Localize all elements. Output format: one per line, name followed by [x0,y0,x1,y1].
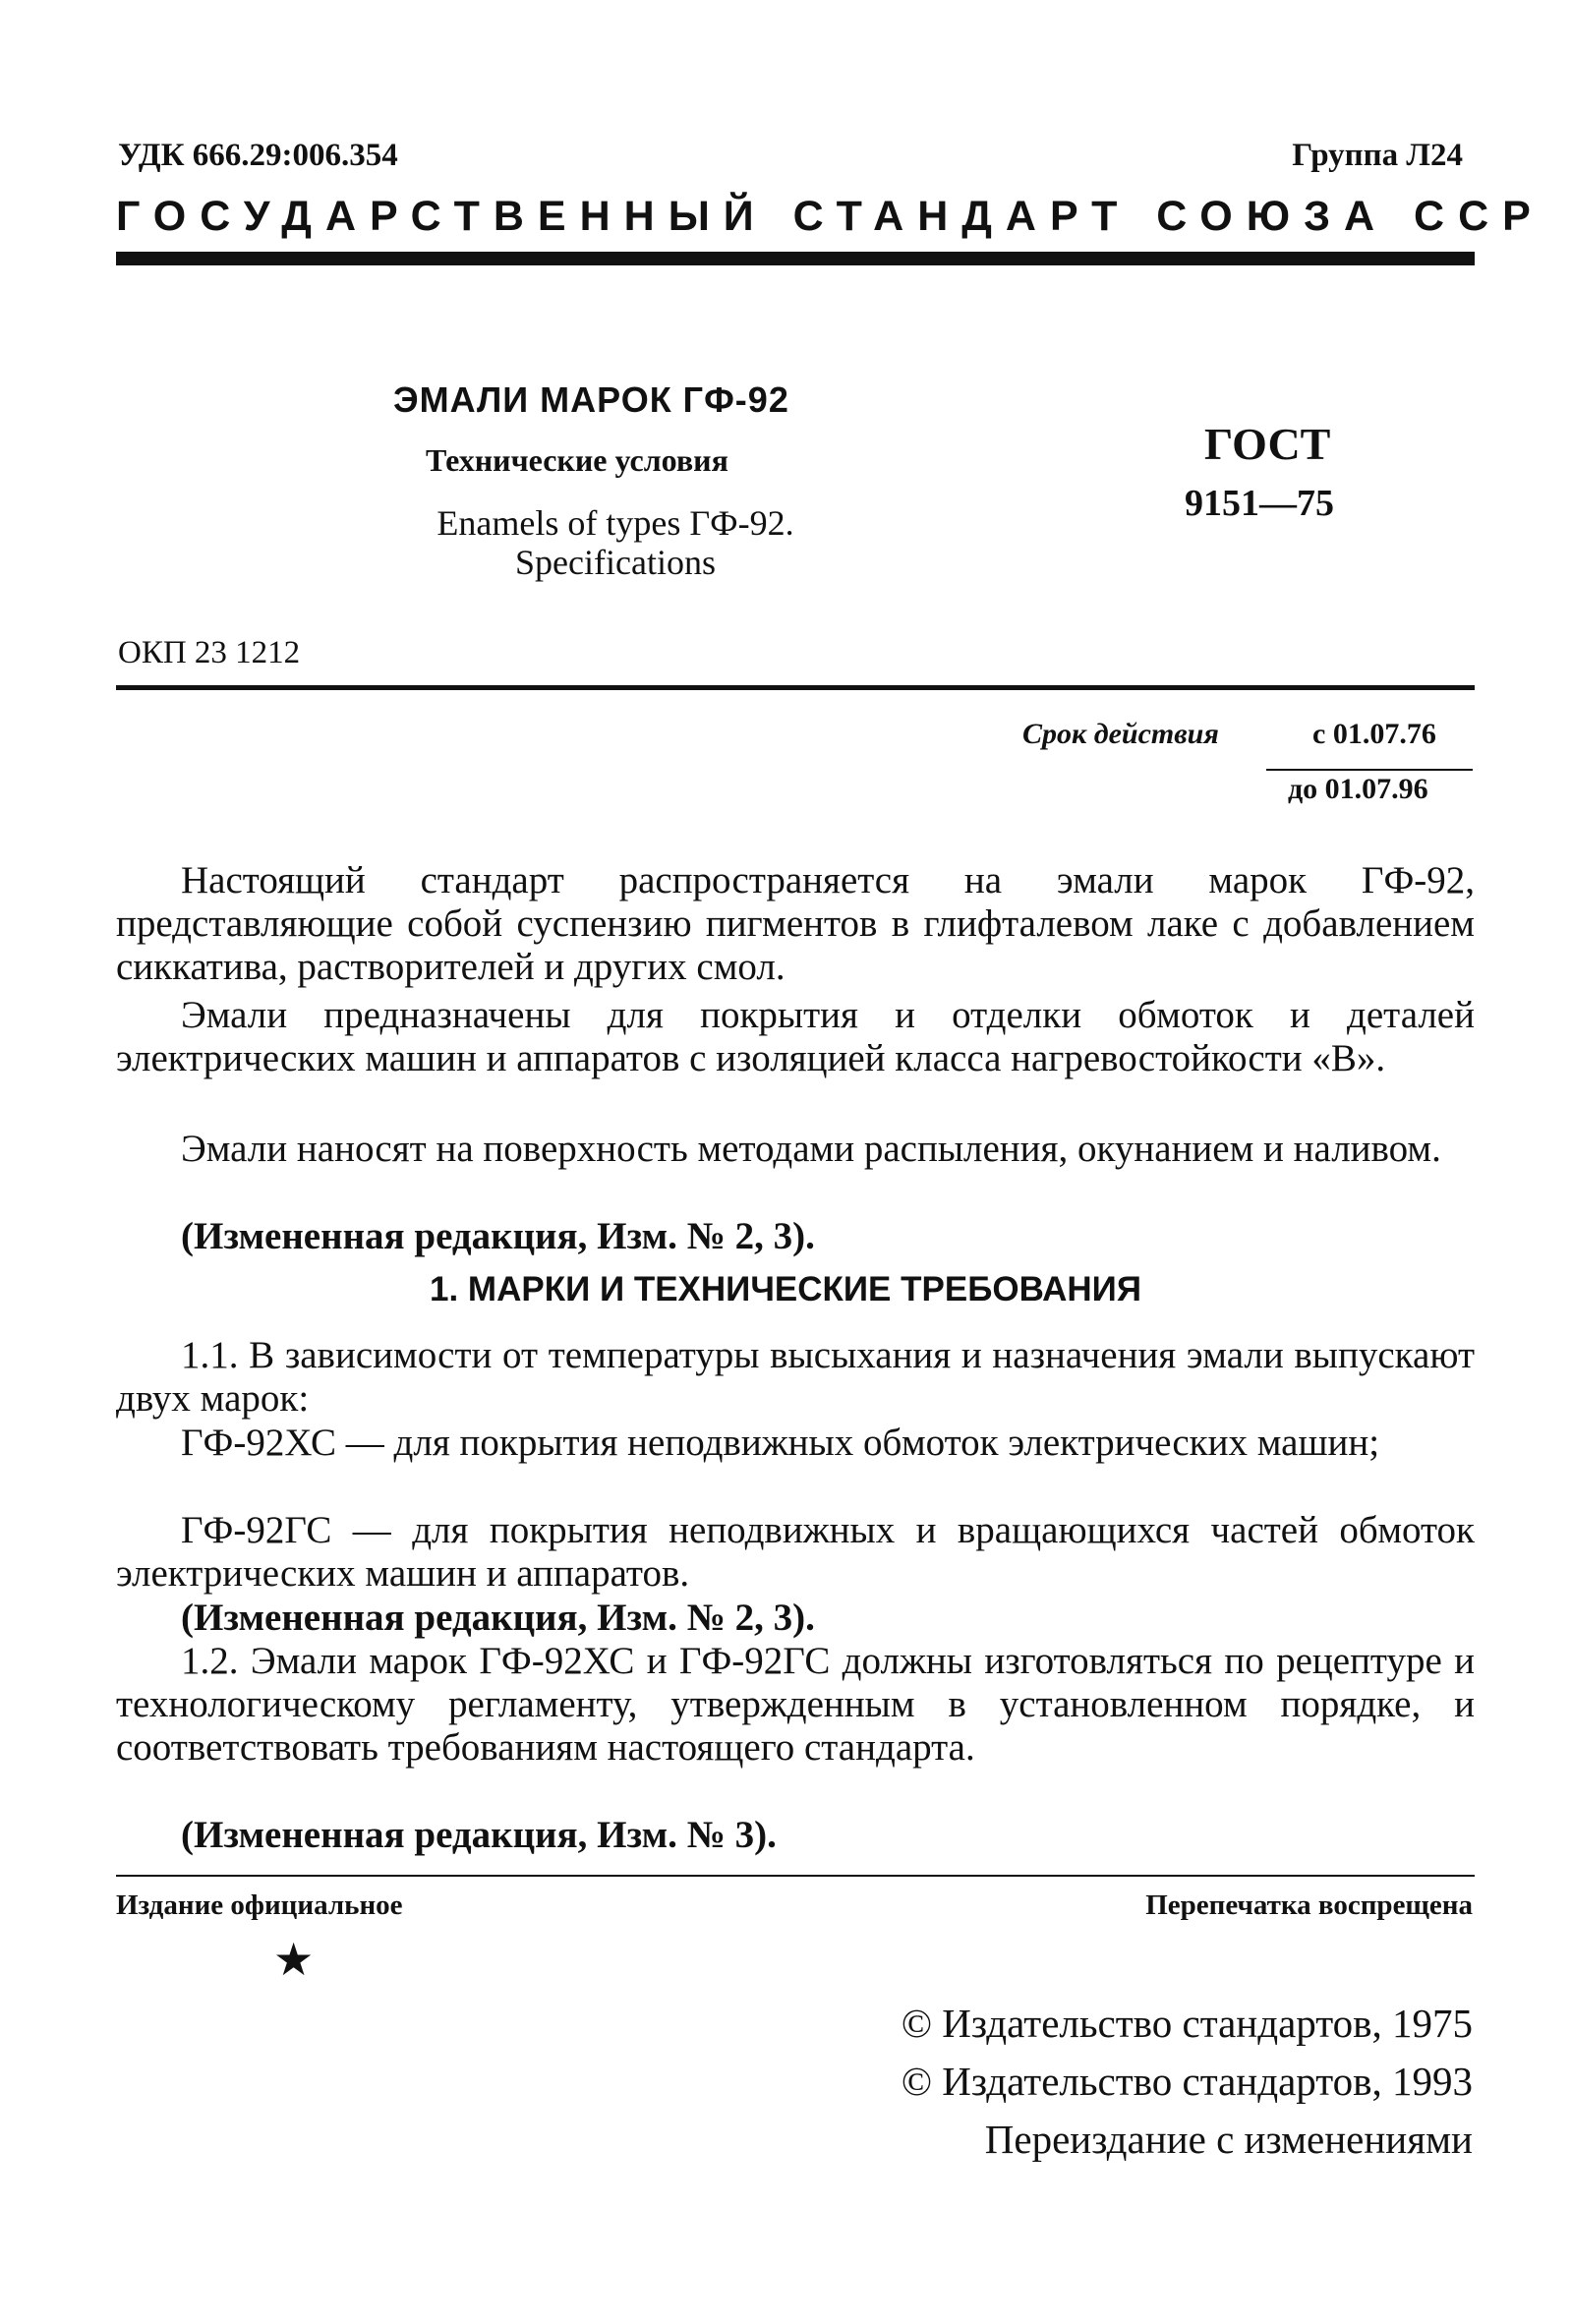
gost-number: 9151—75 [1185,483,1334,524]
document-subtitle: Технические условия [426,442,728,478]
document-title: ЭМАЛИ МАРОК ГФ-92 [393,379,789,420]
validity-from: с 01.07.76 [1312,718,1436,750]
copyright-1975: © Издательство стандартов, 1975 [901,2001,1473,2046]
group-code: Группа Л24 [1292,138,1463,173]
gost-label: ГОСТ [1204,419,1331,469]
paragraph-1-1: 1.1. В зависимости от температуры высыхания и назначения эмали выпускают двух марок: [116,1334,1475,1420]
amendment-note: (Измененная редакция, Изм. № 2, 3). [181,1215,815,1257]
amendment-note: (Измененная редакция, Изм. № 2, 3). [181,1597,815,1639]
okp-code: ОКП 23 1212 [118,635,301,670]
udk-code: УДК 666.29:006.354 [118,138,398,173]
title-rule [116,685,1475,690]
footer-rule [116,1875,1475,1877]
grade-xs: ГФ-92ХС — для покрытия неподвижных обмоток электрических машин; [181,1422,1380,1464]
paragraph-application: Эмали наносят на поверхность методами распыления, окунанием и наливом. [181,1128,1441,1170]
validity-rule [1266,769,1473,771]
amendment-note: (Измененная редакция, Изм. № 3). [181,1814,777,1856]
star-icon: ★ [273,1935,315,1985]
validity-label: Срок действия [1022,718,1219,750]
english-title-line1: Enamels of types ГФ-92. [436,503,794,543]
reprint-prohibited: Перепечатка воспрещена [1145,1889,1473,1921]
paragraph-scope: Настоящий стандарт распространяется на эмали марок ГФ-92, представляющие собой суспензию пигментов в глифталевом лаке с добавлением сиккатива, растворителей и других смол. [116,859,1475,988]
official-edition: Издание официальное [116,1889,403,1921]
header-rule [116,252,1475,265]
english-title-line2: Specifications [515,543,716,582]
reissue-note: Переиздание с изменениями [984,2117,1473,2162]
paragraph-purpose: Эмали предназначены для покрытия и отделки обмоток и деталей электрических машин и аппаратов с изоляцией класса нагревостойкости «В». [116,994,1475,1079]
english-title [389,503,842,582]
grade-gs: ГФ-92ГС — для покрытия неподвижных и вращающихся частей обмоток электрических машин и аппаратов. [116,1509,1475,1595]
paragraph-1-2: 1.2. Эмали марок ГФ-92ХС и ГФ-92ГС должны изготовляться по рецептуре и технологическому регламенту, утвержденным в установленном порядке, и соответствовать требованиям настоящего стандарта. [116,1640,1475,1769]
validity-to: до 01.07.96 [1288,773,1428,805]
section-heading: 1. МАРКИ И ТЕХНИЧЕСКИЕ ТРЕБОВАНИЯ [430,1270,1141,1308]
organization-header: ГОСУДАРСТВЕННЫЙ СТАНДАРТ СОЮЗА ССР [116,193,1544,240]
copyright-1993: © Издательство стандартов, 1993 [901,2059,1473,2104]
